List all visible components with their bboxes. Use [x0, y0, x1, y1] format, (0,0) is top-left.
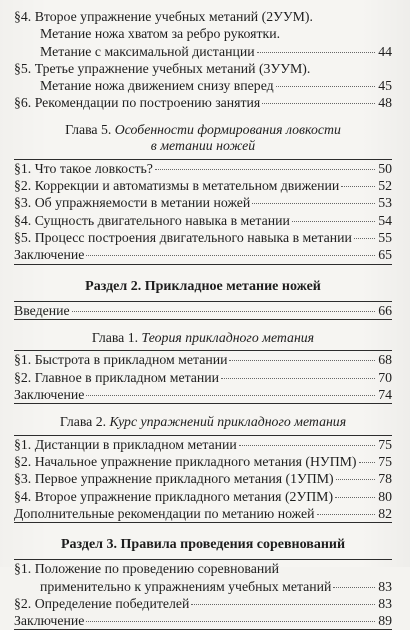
- toc-entry-label: Метание с максимальной дистанции: [40, 43, 255, 59]
- toc-entry: [14, 8, 392, 25]
- toc-section-3: [14, 536, 392, 630]
- toc-page-number: 74: [378, 386, 392, 402]
- toc-entry: [14, 94, 392, 111]
- toc-entry-label: §1. Положение по проведению соревнований: [14, 561, 280, 577]
- dot-leader: [86, 620, 375, 622]
- rule-bottom: [14, 522, 392, 523]
- dot-leader: [229, 359, 375, 361]
- dot-leader: [221, 377, 375, 379]
- toc-page-number: 83: [378, 578, 392, 594]
- toc-entry-label: Метание ножа движением снизу вперед: [40, 78, 274, 94]
- table-of-contents: [14, 8, 392, 630]
- dot-leader: [276, 85, 375, 87]
- chapter-heading-line-1: [14, 122, 392, 139]
- toc-page-number: 70: [378, 369, 392, 385]
- toc-entry: [14, 453, 392, 470]
- chapter-prefix: Глава 2.: [59, 414, 107, 430]
- toc-entry: [14, 25, 392, 42]
- toc-entry-label: Заключение: [14, 613, 85, 629]
- toc-entry: [14, 177, 392, 194]
- toc-entry-label: §1. Быстрота в прикладном метании: [14, 352, 228, 368]
- rule-bottom: [14, 264, 392, 265]
- chapter-title: Теория прикладного метания: [141, 329, 315, 345]
- dot-leader: [262, 102, 375, 104]
- toc-entry: [14, 505, 392, 522]
- toc-chapter-2: [14, 414, 392, 523]
- toc-entry: [14, 369, 392, 386]
- toc-entry-label: §2. Определение победителей: [14, 595, 190, 611]
- toc-page-number: 53: [378, 195, 392, 211]
- toc-page-number: 55: [378, 229, 392, 245]
- toc-page-number: 78: [378, 471, 392, 487]
- toc-entry: [14, 212, 392, 229]
- dot-leader: [239, 444, 375, 446]
- chapter-title: Курс упражнений прикладного метания: [109, 414, 347, 430]
- toc-entry: [14, 229, 392, 246]
- chapter-heading-line-1: [14, 330, 392, 347]
- toc-entry-label: §3. Об упражняемости в метании ножей: [14, 195, 251, 211]
- toc-entry-label: §2. Начальное упражнение прикладного метания (НУПМ): [14, 454, 357, 470]
- toc-page-number: 44: [378, 43, 392, 59]
- chapter-prefix: Глава 5.: [65, 121, 112, 137]
- dot-leader: [333, 586, 375, 588]
- dot-leader: [292, 220, 375, 222]
- toc-page-number: 83: [378, 595, 392, 611]
- toc-entry: [14, 595, 392, 612]
- toc-entry-label: §4. Второе упражнение прикладного метания (2УПМ): [14, 488, 334, 504]
- dot-leader: [155, 168, 375, 170]
- toc-entry: [14, 302, 392, 319]
- toc-entry-label: §1. Что такое ловкость?: [14, 160, 153, 176]
- toc-entry-label: §5. Процесс построения двигательного навыка в метании: [14, 229, 352, 245]
- toc-page-number: 66: [378, 302, 392, 318]
- toc-page-number: 65: [378, 247, 392, 263]
- toc-entry: [14, 351, 392, 368]
- section-heading: Раздел 2. Прикладное метание ножей: [85, 278, 321, 294]
- dot-leader: [336, 478, 375, 480]
- toc-entry: [14, 194, 392, 211]
- toc-page-number: 68: [378, 352, 392, 368]
- toc-page-number: 48: [378, 95, 392, 111]
- toc-entry-label: §4. Сущность двигательного навыка в метании: [14, 212, 290, 228]
- toc-entry: [14, 386, 392, 403]
- chapter-title-line-2: в метании ножей: [150, 138, 256, 154]
- toc-entry-label: §5. Третье упражнение учебных метаний (3УУМ).: [14, 60, 311, 76]
- toc-page-number: 89: [378, 613, 392, 629]
- toc-entry: [14, 77, 392, 94]
- toc-entry-label: §6. Рекомендации по построению занятия: [14, 95, 261, 111]
- chapter-heading: [14, 414, 392, 431]
- chapter-prefix: Глава 1.: [91, 329, 139, 345]
- toc-entry-label: Метание ножа хватом за ребро рукоятки.: [40, 26, 281, 42]
- rule-bottom: [14, 319, 392, 320]
- toc-chapter-5: [14, 122, 392, 265]
- dot-leader: [191, 603, 375, 605]
- dot-leader: [257, 51, 375, 53]
- toc-entry: [14, 43, 392, 60]
- toc-page-number: 75: [378, 436, 392, 452]
- toc-entry-label: Заключение: [14, 247, 85, 263]
- dot-leader: [341, 185, 375, 187]
- toc-entry: [14, 470, 392, 487]
- toc-entry-label: §3. Первое упражнение прикладного метания (1УПМ): [14, 471, 334, 487]
- toc-entry-label: §2. Коррекции и автоматизмы в метательном движении: [14, 178, 340, 194]
- dot-leader: [354, 237, 375, 239]
- toc-entry: [14, 560, 392, 577]
- toc-chapter-1: [14, 330, 392, 404]
- chapter-heading-line-1: [14, 414, 392, 431]
- toc-section-2: [14, 278, 392, 320]
- chapter-title: Особенности формирования ловкости: [114, 121, 341, 137]
- toc-page-number: 82: [378, 505, 392, 521]
- toc-entry-label: §2. Главное в прикладном метании: [14, 369, 220, 385]
- toc-entry: [14, 436, 392, 453]
- toc-page-number: 75: [378, 454, 392, 470]
- chapter-heading: [14, 330, 392, 347]
- toc-entry-label: Дополнительные рекомендации по метанию ножей: [14, 505, 315, 521]
- toc-entry: [14, 612, 392, 629]
- dot-leader: [335, 496, 375, 498]
- dot-leader: [252, 202, 375, 204]
- toc-page-number: 52: [378, 178, 392, 194]
- dot-leader: [317, 513, 376, 515]
- toc-entry: [14, 578, 392, 595]
- toc-entry-label: §1. Дистанции в прикладном метании: [14, 436, 237, 452]
- dot-leader: [359, 461, 375, 463]
- toc-entry: [14, 488, 392, 505]
- toc-block-continuation: [14, 8, 392, 112]
- toc-page-number: 54: [378, 212, 392, 228]
- toc-entry: [14, 160, 392, 177]
- dot-leader: [72, 310, 375, 312]
- toc-entry-label: Заключение: [14, 386, 85, 402]
- toc-entry: [14, 60, 392, 77]
- toc-entry-label: Введение: [14, 302, 70, 318]
- toc-entry-label: применительно к упражнениям учебных метаний: [40, 578, 332, 594]
- rule-bottom: [14, 403, 392, 404]
- section-heading: Раздел 3. Правила проведения соревнований: [60, 537, 346, 553]
- toc-page-number: 80: [378, 488, 392, 504]
- dot-leader: [86, 254, 375, 256]
- toc-entry-label: §4. Второе упражнение учебных метаний (2УУМ).: [14, 9, 313, 24]
- toc-page-number: 45: [378, 78, 392, 94]
- toc-entry: [14, 246, 392, 263]
- toc-page-number: 50: [378, 160, 392, 176]
- dot-leader: [86, 394, 375, 396]
- chapter-heading: [14, 122, 392, 155]
